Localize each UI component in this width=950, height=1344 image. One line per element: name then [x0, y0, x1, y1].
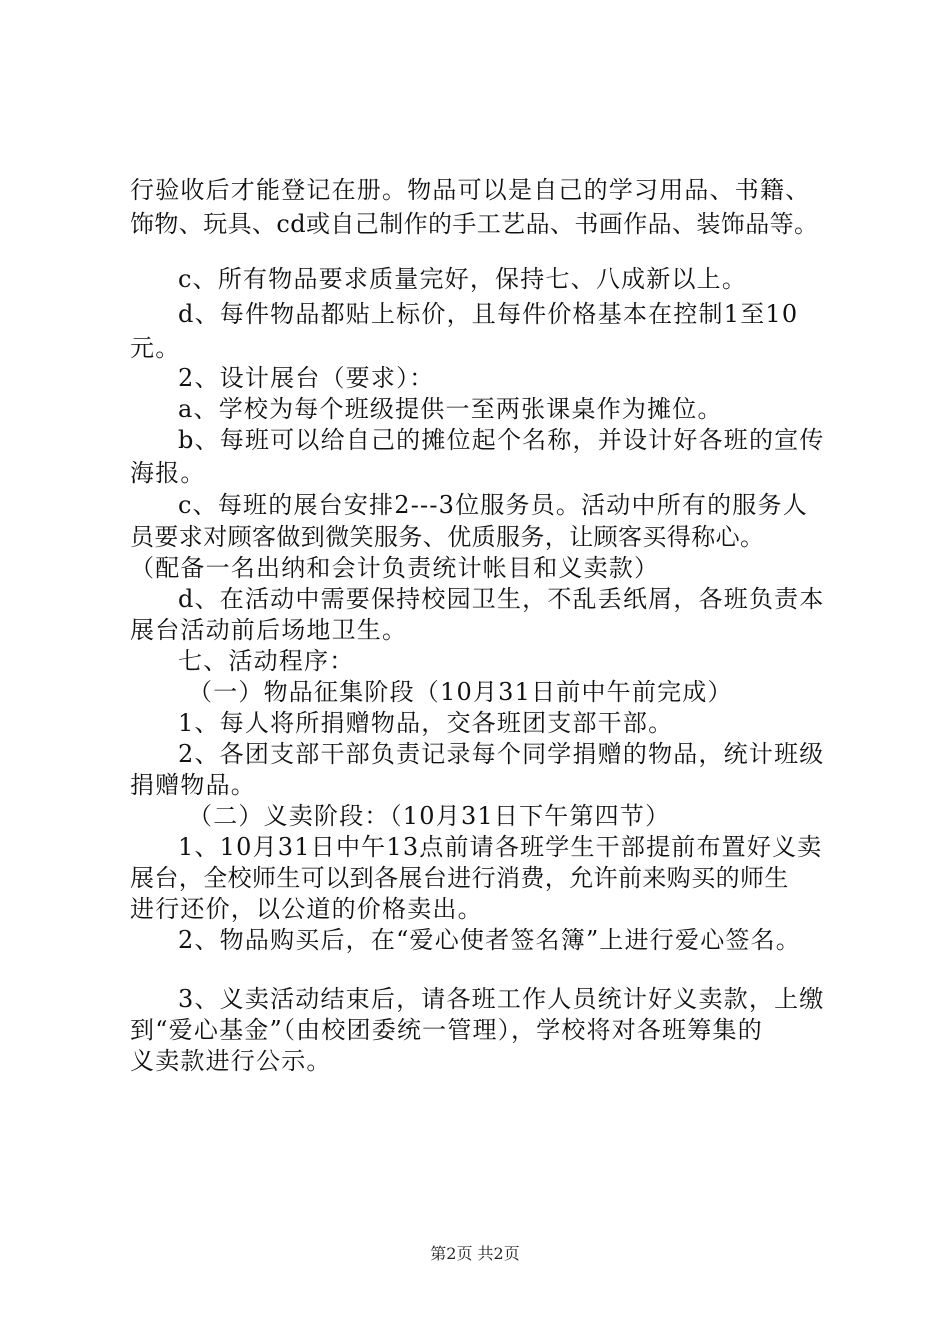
body-text-line: 1、10月31日中午13点前请各班学生干部提前布置好义卖 — [178, 833, 823, 861]
body-text-line: a、学校为每个班级提供一至两张课桌作为摊位。 — [178, 395, 723, 423]
section-heading: （一）物品征集阶段（10月31日前中午前完成） — [188, 678, 733, 706]
body-text-line: 展台活动前后场地卫生。 — [130, 616, 408, 644]
page-number-footer: 第2页 共2页 — [430, 1244, 520, 1263]
body-text-line: b、每班可以给自己的摊位起个名称，并设计好各班的宣传 — [178, 426, 825, 454]
body-text-line: 海报。 — [130, 459, 206, 487]
body-text-line: d、每件物品都贴上标价，且每件价格基本在控制1至10 — [178, 300, 799, 328]
section-heading: （二）义卖阶段：（10月31日下午第四节） — [188, 802, 671, 830]
body-text-line: （配备一名出纳和会计负责统计帐目和义卖款） — [130, 554, 660, 582]
body-text-line: 展台，全校师生可以到各展台进行消费，允许前来购买的师生 — [130, 864, 789, 892]
body-text-line: 1、每人将所捐赠物品，交各班团支部干部。 — [178, 709, 674, 737]
body-text-line: 义卖款进行公示。 — [130, 1047, 332, 1075]
body-text-line: 捐赠物品。 — [130, 771, 256, 799]
body-text-line: 2、各团支部干部负责记录每个同学捐赠的物品，统计班级 — [178, 740, 825, 768]
body-text-line: 到“爱心基金”（由校团委统一管理），学校将对各班筹集的 — [130, 1016, 763, 1044]
section-heading: 七、活动程序： — [178, 647, 355, 675]
body-text-line: 3、义卖活动结束后，请各班工作人员统计好义卖款，上缴 — [178, 985, 825, 1013]
section-heading: 2、设计展台（要求）： — [178, 364, 435, 392]
body-text-line: 进行还价，以公道的价格卖出。 — [130, 895, 483, 923]
body-text-line: c、所有物品要求质量完好，保持七、八成新以上。 — [178, 265, 748, 293]
body-text-line: 2、物品购买后，在“爱心使者签名簿”上进行爱心签名。 — [178, 926, 802, 954]
body-text-line: 元。 — [130, 334, 181, 362]
body-text-line: 员要求对顾客做到微笑服务、优质服务，让顾客买得称心。 — [130, 523, 765, 551]
body-text-line: c、每班的展台安排2---3位服务员。活动中所有的服务人 — [178, 491, 808, 519]
body-text-line: 饰物、玩具、cd或自己制作的手工艺品、书画作品、装饰品等。 — [130, 210, 819, 238]
body-text-line: 行验收后才能登记在册。物品可以是自己的学习用品、书籍、 — [130, 176, 811, 204]
body-text-line: d、在活动中需要保持校园卫生，不乱丢纸屑，各班负责本 — [178, 585, 825, 613]
